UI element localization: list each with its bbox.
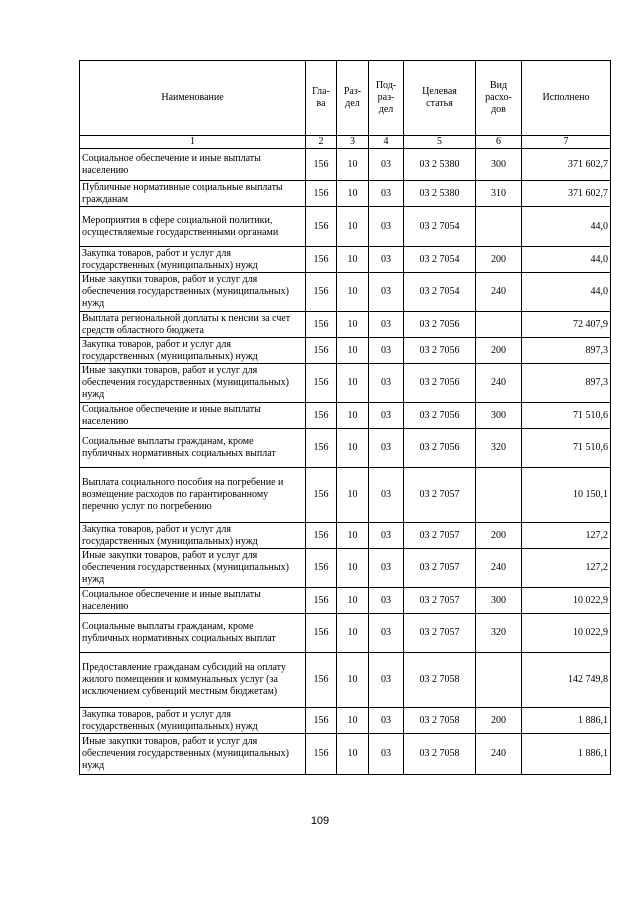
row-kind-cell: 320	[476, 614, 522, 653]
row-kind-cell	[476, 207, 522, 247]
table-row	[80, 523, 611, 549]
row-section-cell: 10	[337, 149, 369, 181]
row-subsection-cell: 03	[369, 181, 404, 207]
row-chapter-cell: 156	[306, 149, 337, 181]
column-number: 4	[369, 136, 404, 149]
row-chapter-cell: 156	[306, 653, 337, 708]
row-section-cell: 10	[337, 468, 369, 523]
table-row	[80, 588, 611, 614]
row-name-cell: Закупка товаров, работ и услуг для государственных (муниципальных) нужд	[80, 523, 306, 549]
row-section-cell: 10	[337, 181, 369, 207]
row-subsection-cell: 03	[369, 588, 404, 614]
row-subsection-cell: 03	[369, 149, 404, 181]
row-subsection-cell: 03	[369, 312, 404, 338]
row-chapter-cell: 156	[306, 247, 337, 273]
row-target-cell: 03 2 7054	[404, 207, 476, 247]
row-target-cell: 03 2 7056	[404, 312, 476, 338]
row-subsection-cell: 03	[369, 403, 404, 429]
row-amount-cell: 1 886,1	[522, 708, 611, 734]
column-number: 5	[404, 136, 476, 149]
row-chapter-cell: 156	[306, 429, 337, 468]
row-section-cell: 10	[337, 247, 369, 273]
row-section-cell: 10	[337, 614, 369, 653]
row-chapter-cell: 156	[306, 614, 337, 653]
row-kind-cell: 240	[476, 273, 522, 312]
header-name: Наименование	[80, 61, 306, 136]
table-row	[80, 312, 611, 338]
row-target-cell: 03 2 7057	[404, 549, 476, 588]
table-row	[80, 468, 611, 523]
row-target-cell: 03 2 7057	[404, 588, 476, 614]
table-row	[80, 247, 611, 273]
row-kind-cell: 200	[476, 523, 522, 549]
row-chapter-cell: 156	[306, 523, 337, 549]
row-section-cell: 10	[337, 734, 369, 775]
row-chapter-cell: 156	[306, 734, 337, 775]
row-subsection-cell: 03	[369, 247, 404, 273]
budget-execution-table	[79, 60, 611, 775]
table-row	[80, 181, 611, 207]
row-kind-cell: 240	[476, 549, 522, 588]
row-chapter-cell: 156	[306, 207, 337, 247]
row-kind-cell: 320	[476, 429, 522, 468]
row-amount-cell: 71 510,6	[522, 403, 611, 429]
row-section-cell: 10	[337, 549, 369, 588]
table-row	[80, 429, 611, 468]
row-amount-cell: 10 022,9	[522, 614, 611, 653]
header-chapter: Гла- ва	[306, 61, 337, 136]
row-section-cell: 10	[337, 708, 369, 734]
table-row	[80, 403, 611, 429]
row-subsection-cell: 03	[369, 734, 404, 775]
row-name-cell: Иные закупки товаров, работ и услуг для обеспечения государственных (муниципальных) нужд	[80, 364, 306, 403]
row-target-cell: 03 2 7056	[404, 429, 476, 468]
row-name-cell: Иные закупки товаров, работ и услуг для обеспечения государственных (муниципальных) нужд	[80, 734, 306, 775]
row-chapter-cell: 156	[306, 549, 337, 588]
row-amount-cell: 371 602,7	[522, 181, 611, 207]
page-number: 109	[310, 815, 330, 827]
row-name-cell: Выплата социального пособия на погребение и возмещение расходов по гарантированному перечню услуг по погребению	[80, 468, 306, 523]
table-row	[80, 207, 611, 247]
row-kind-cell: 310	[476, 181, 522, 207]
row-amount-cell: 44,0	[522, 273, 611, 312]
row-chapter-cell: 156	[306, 338, 337, 364]
row-name-cell: Иные закупки товаров, работ и услуг для обеспечения государственных (муниципальных) нужд	[80, 549, 306, 588]
table-row	[80, 614, 611, 653]
row-kind-cell: 300	[476, 149, 522, 181]
row-kind-cell: 200	[476, 708, 522, 734]
row-target-cell: 03 2 7057	[404, 614, 476, 653]
row-section-cell: 10	[337, 364, 369, 403]
row-target-cell: 03 2 7056	[404, 338, 476, 364]
row-chapter-cell: 156	[306, 273, 337, 312]
table-row	[80, 364, 611, 403]
row-amount-cell: 72 407,9	[522, 312, 611, 338]
column-number: 7	[522, 136, 611, 149]
row-target-cell: 03 2 5380	[404, 181, 476, 207]
row-target-cell: 03 2 7054	[404, 273, 476, 312]
column-number: 3	[337, 136, 369, 149]
row-amount-cell: 71 510,6	[522, 429, 611, 468]
row-amount-cell: 897,3	[522, 364, 611, 403]
row-chapter-cell: 156	[306, 181, 337, 207]
row-subsection-cell: 03	[369, 468, 404, 523]
row-subsection-cell: 03	[369, 207, 404, 247]
table-row	[80, 653, 611, 708]
column-number: 1	[80, 136, 306, 149]
row-section-cell: 10	[337, 338, 369, 364]
header-target: Целевая статья	[404, 61, 476, 136]
row-kind-cell: 240	[476, 734, 522, 775]
row-section-cell: 10	[337, 403, 369, 429]
row-subsection-cell: 03	[369, 523, 404, 549]
row-amount-cell: 897,3	[522, 338, 611, 364]
table-body	[80, 149, 611, 775]
table-row	[80, 273, 611, 312]
row-amount-cell: 127,2	[522, 549, 611, 588]
header-executed: Исполнено	[522, 61, 611, 136]
row-chapter-cell: 156	[306, 468, 337, 523]
row-amount-cell: 1 886,1	[522, 734, 611, 775]
row-subsection-cell: 03	[369, 429, 404, 468]
row-target-cell: 03 2 7057	[404, 523, 476, 549]
row-subsection-cell: 03	[369, 273, 404, 312]
row-chapter-cell: 156	[306, 364, 337, 403]
row-name-cell: Закупка товаров, работ и услуг для государственных (муниципальных) нужд	[80, 338, 306, 364]
row-name-cell: Иные закупки товаров, работ и услуг для обеспечения государственных (муниципальных) нужд	[80, 273, 306, 312]
row-chapter-cell: 156	[306, 708, 337, 734]
row-name-cell: Социальное обеспечение и иные выплаты населению	[80, 588, 306, 614]
header-kind: Вид расхо- дов	[476, 61, 522, 136]
column-number: 6	[476, 136, 522, 149]
header-subsection: Под- раз- дел	[369, 61, 404, 136]
row-name-cell: Выплата региональной доплаты к пенсии за счет средств областного бюджета	[80, 312, 306, 338]
row-subsection-cell: 03	[369, 708, 404, 734]
header-section: Раз- дел	[337, 61, 369, 136]
row-amount-cell: 10 150,1	[522, 468, 611, 523]
row-kind-cell: 240	[476, 364, 522, 403]
row-subsection-cell: 03	[369, 338, 404, 364]
row-amount-cell: 371 602,7	[522, 149, 611, 181]
row-target-cell: 03 2 7057	[404, 468, 476, 523]
row-target-cell: 03 2 7056	[404, 403, 476, 429]
row-name-cell: Закупка товаров, работ и услуг для государственных (муниципальных) нужд	[80, 708, 306, 734]
row-kind-cell: 300	[476, 588, 522, 614]
row-target-cell: 03 2 7054	[404, 247, 476, 273]
row-kind-cell: 200	[476, 247, 522, 273]
row-section-cell: 10	[337, 653, 369, 708]
row-target-cell: 03 2 7058	[404, 653, 476, 708]
row-subsection-cell: 03	[369, 549, 404, 588]
column-number-row	[80, 136, 611, 149]
row-kind-cell	[476, 468, 522, 523]
row-name-cell: Публичные нормативные социальные выплаты гражданам	[80, 181, 306, 207]
row-amount-cell: 44,0	[522, 207, 611, 247]
table-header-row	[80, 61, 611, 136]
row-chapter-cell: 156	[306, 312, 337, 338]
row-target-cell: 03 2 7058	[404, 708, 476, 734]
row-kind-cell: 200	[476, 338, 522, 364]
row-name-cell: Социальное обеспечение и иные выплаты населению	[80, 149, 306, 181]
table-row	[80, 149, 611, 181]
row-chapter-cell: 156	[306, 403, 337, 429]
row-name-cell: Социальные выплаты гражданам, кроме публичных нормативных социальных выплат	[80, 429, 306, 468]
table-row	[80, 549, 611, 588]
row-name-cell: Социальные выплаты гражданам, кроме публичных нормативных социальных выплат	[80, 614, 306, 653]
row-name-cell: Закупка товаров, работ и услуг для государственных (муниципальных) нужд	[80, 247, 306, 273]
row-section-cell: 10	[337, 429, 369, 468]
row-section-cell: 10	[337, 588, 369, 614]
row-name-cell: Предоставление гражданам субсидий на оплату жилого помещения и коммунальных услуг (за исключением субвенций местным бюджетам)	[80, 653, 306, 708]
row-section-cell: 10	[337, 312, 369, 338]
row-amount-cell: 127,2	[522, 523, 611, 549]
row-subsection-cell: 03	[369, 614, 404, 653]
row-kind-cell	[476, 312, 522, 338]
row-amount-cell: 44,0	[522, 247, 611, 273]
row-target-cell: 03 2 7058	[404, 734, 476, 775]
table-row	[80, 708, 611, 734]
row-target-cell: 03 2 7056	[404, 364, 476, 403]
table-row	[80, 734, 611, 775]
row-name-cell: Социальное обеспечение и иные выплаты населению	[80, 403, 306, 429]
row-kind-cell: 300	[476, 403, 522, 429]
row-kind-cell	[476, 653, 522, 708]
row-amount-cell: 10 022,9	[522, 588, 611, 614]
row-subsection-cell: 03	[369, 653, 404, 708]
row-target-cell: 03 2 5380	[404, 149, 476, 181]
row-section-cell: 10	[337, 207, 369, 247]
row-amount-cell: 142 749,8	[522, 653, 611, 708]
row-section-cell: 10	[337, 273, 369, 312]
row-section-cell: 10	[337, 523, 369, 549]
row-chapter-cell: 156	[306, 588, 337, 614]
table-row	[80, 338, 611, 364]
row-name-cell: Мероприятия в сфере социальной политики, осуществляемые государственными органами	[80, 207, 306, 247]
column-number: 2	[306, 136, 337, 149]
row-subsection-cell: 03	[369, 364, 404, 403]
